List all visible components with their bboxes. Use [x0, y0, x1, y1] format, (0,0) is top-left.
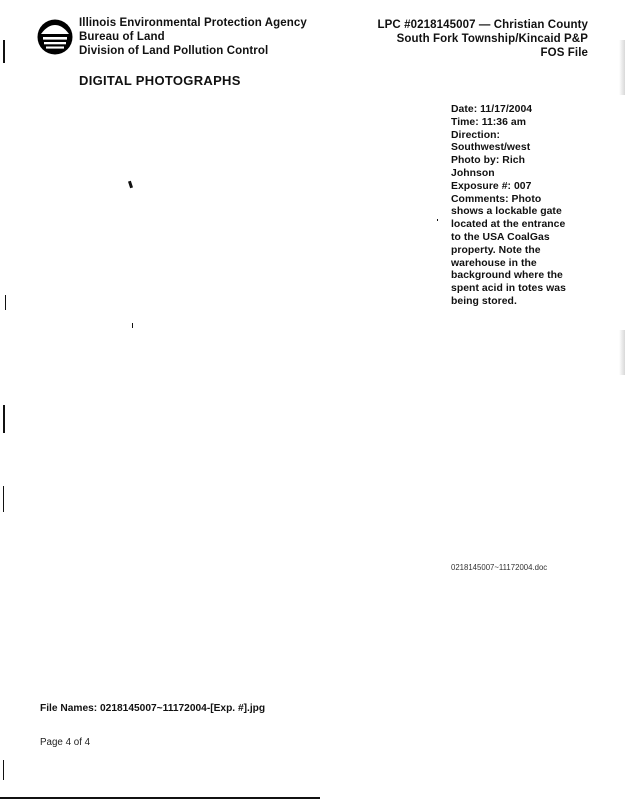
photo-detail-line: Photo by: Rich	[451, 155, 526, 167]
photo-detail-line: shows a lockable gate	[451, 206, 562, 218]
photo-detail-line: Johnson	[451, 167, 495, 179]
photo-detail-line: Time: 11:36 am	[451, 116, 527, 128]
photo-detail-line: being stored.	[451, 295, 517, 307]
scan-artifact-mark	[5, 295, 6, 310]
site-header	[343, 18, 588, 60]
page-number: Page 4 of 4	[40, 737, 91, 748]
lpc-number-county: LPC #0218145007 — Christian County	[377, 19, 588, 31]
scan-artifact-line	[0, 797, 320, 799]
scan-artifact-dot	[132, 323, 133, 328]
photo-detail-line: located at the entrance	[451, 219, 566, 231]
page-title: DIGITAL PHOTOGRAPHS	[79, 73, 241, 88]
file-names-footer: File Names: 0218145007~11172004-[Exp. #].jpg	[40, 703, 266, 714]
photo-detail-line: spent acid in totes was	[451, 283, 566, 295]
scan-edge-shadow	[619, 40, 625, 95]
photo-detail-line: background where the	[451, 270, 563, 282]
photo-detail-line: property. Note the	[451, 244, 541, 256]
site-township: South Fork Township/Kincaid P&P	[396, 33, 588, 45]
document-filename: 0218145007~11172004.doc	[451, 563, 548, 572]
file-type: FOS File	[540, 47, 588, 59]
illinois-epa-logo-icon	[36, 18, 74, 56]
photo-detail-line: Exposure #: 007	[451, 180, 532, 192]
photo-detail-line: Date: 11/17/2004	[451, 104, 533, 115]
scan-edge-shadow	[619, 330, 625, 375]
photo-detail-line: to the USA CoalGas	[451, 231, 550, 243]
agency-name: Illinois Environmental Protection Agency	[79, 17, 307, 29]
agency-header	[79, 16, 359, 58]
scan-artifact-dot	[128, 181, 133, 189]
bureau-name: Bureau of Land	[79, 31, 165, 43]
scan-artifact-mark	[3, 486, 4, 512]
scan-artifact-mark	[3, 40, 5, 63]
scan-artifact-dot	[437, 219, 438, 221]
photo-detail-line: Comments: Photo	[451, 193, 542, 205]
division-name: Division of Land Pollution Control	[79, 45, 269, 57]
photo-details	[451, 104, 581, 309]
photo-detail-line: Southwest/west	[451, 142, 531, 154]
scan-artifact-mark	[3, 405, 5, 433]
photo-detail-line: Direction:	[451, 129, 500, 141]
photo-detail-line: warehouse in the	[451, 257, 537, 269]
scan-artifact-mark	[3, 760, 4, 780]
